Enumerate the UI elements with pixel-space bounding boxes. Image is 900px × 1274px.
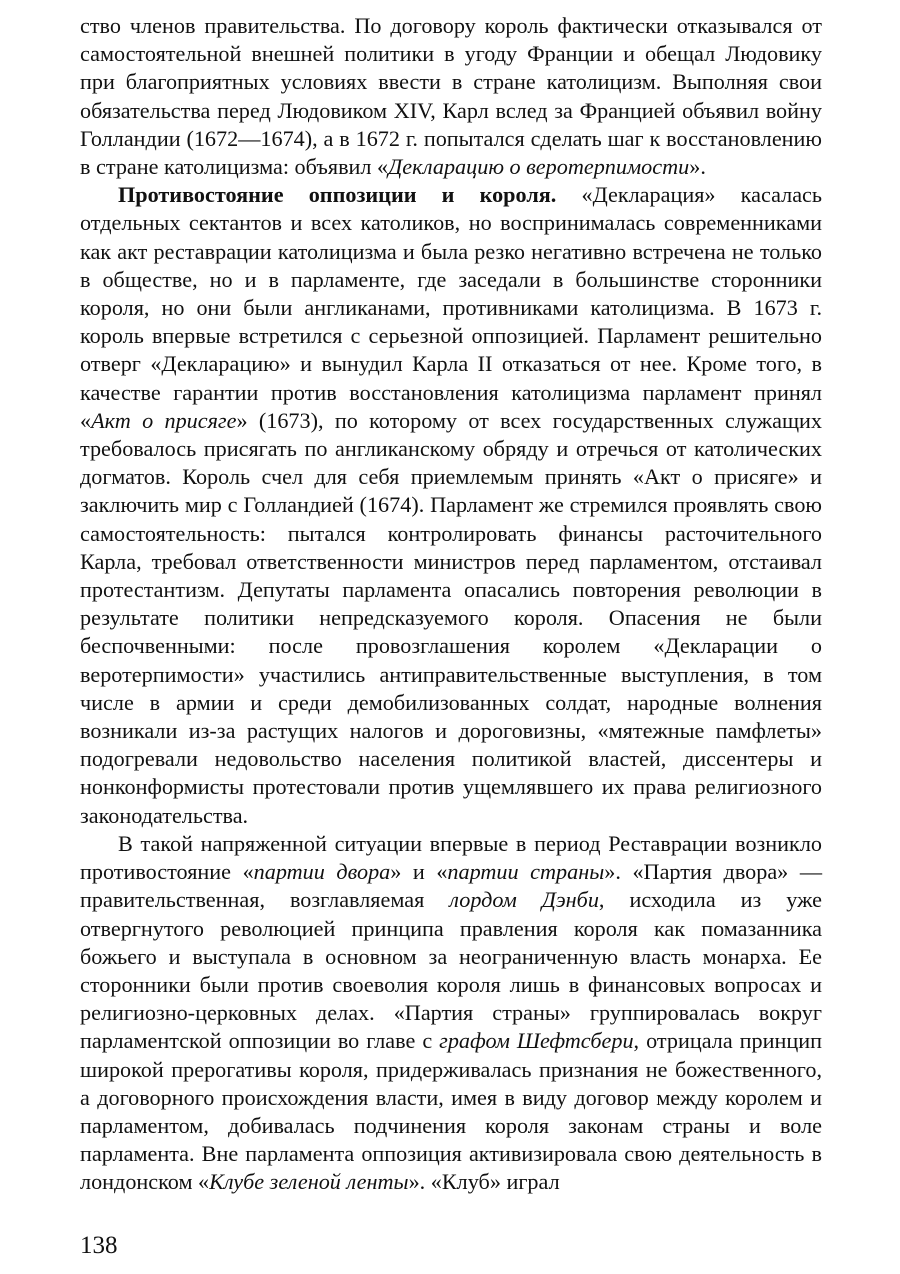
paragraph-1 bbox=[80, 12, 822, 181]
p3-seg-8: , отрицала принцип широкой прерогативы короля, придерживалась признания не божественного, а договорного происхождения власти, имея в виду договор между королем и парламентом, добивалась подчинения короля законам страны и воле парламента. Вне парламента оппозиция активизировала свою деятельность в лондонском « bbox=[80, 1028, 822, 1195]
p3-seg-7-italic: графом Шефтсбери bbox=[439, 1028, 634, 1054]
p2-seg-2-italic: Акт о присяге bbox=[91, 407, 237, 433]
p3-seg-6: , исходила из уже отвергнутого революцией принципа правления короля как помазанника божьего и выступала в основном за неограниченную власть монарха. Ее сторонники были против своеволия короля лишь в финансовых вопросах и религиозно-церковных делах. «Партия страны» группировалась вокруг парламентской оппозиции во главе с bbox=[80, 887, 822, 1054]
p2-seg-1: «Декларация» касалась отдельных сектантов и всех католиков, но воспринималась современниками как акт реставрации католицизма и была резко негативно встречена не только в обществе, но и в парламенте, где заседали в большинстве сторонники короля, но они были англиканами, противниками католицизма. В 1673 г. король впервые встретился с серьезной оппозицией. Парламент решительно отверг «Декларацию» и вынудил Карла II отказаться от нее. Кроме того, в качестве гарантии против восстановления католицизма парламент принял « bbox=[80, 182, 823, 433]
p3-seg-2: » и « bbox=[390, 859, 448, 885]
paragraph-3 bbox=[80, 830, 822, 1197]
page-number: 138 bbox=[80, 1232, 118, 1259]
section-heading: Противостояние оппозиции и короля. bbox=[118, 182, 557, 208]
p1-seg-1-italic: Декларацию о веротерпимости bbox=[388, 154, 690, 180]
body-text bbox=[80, 12, 822, 1197]
p2-seg-3: » (1673), по которому от всех государственных служащих требовалось присягать по англиканскому обряду и отречься от католических догматов. Король счел для себя приемлемым принять «Акт о присяге» и заключить мир с Голландией (1674). Парламент же стремился проявлять свою самостоятельность: пытался контролировать финансы расточительного Карла, требовал ответственности министров перед парламентом, отстаивал протестантизм. Депутаты парламента опасались повторения революции в результате политики непредсказуемого короля. Опасения не были беспочвенными: после провозглашения королем «Декларации о веротерпимости» участились антиправительственные выступления, в том числе в армии и среди демобилизованных солдат, народные волнения возникали из-за растущих налогов и дороговизны, «мятежные памфлеты» подогревали недовольство населения политикой властей, диссентеры и нонконформисты протестовали против ущемлявшего их права религиозного законодательства. bbox=[80, 407, 822, 828]
p3-seg-9-italic: Клубе зеленой ленты bbox=[209, 1169, 409, 1195]
p3-seg-0: В такой напряженной ситуации впервые в период Реставрации возникло противостояние « bbox=[80, 830, 822, 885]
p3-seg-4: ». «Партия двора» — правительственная, возглавляемая bbox=[80, 859, 823, 913]
p1-seg-2: ». bbox=[689, 154, 706, 180]
p3-seg-5-italic: лордом Дэнби bbox=[449, 887, 599, 913]
p1-seg-0: ство членов правительства. По договору король фактически отказывался от самостоятельной внешней политики в угоду Франции и обещал Людовику при благоприятных условиях ввести в стране католицизм. Выполняя свои обязательства перед Людовиком XIV, Карл вслед за Францией объявил войну Голландии (1672—1674), а в 1672 г. попытался сделать шаг к восстановлению в стране католицизма: объявил « bbox=[80, 13, 822, 180]
p3-seg-1-italic: партии двора bbox=[253, 859, 391, 885]
p3-seg-10: ». «Клуб» играл bbox=[408, 1169, 560, 1195]
p3-seg-3-italic: партии страны bbox=[447, 859, 605, 885]
paragraph-2 bbox=[80, 181, 822, 830]
